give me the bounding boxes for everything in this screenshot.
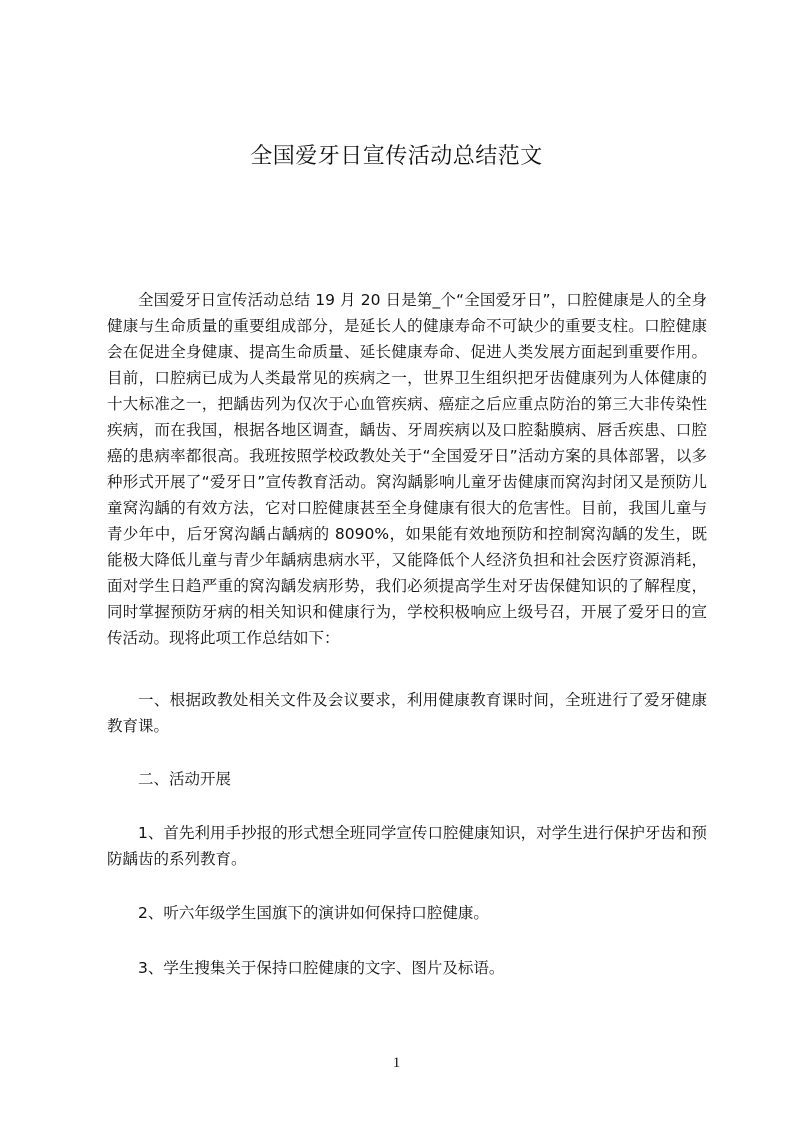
intro-paragraph: 全国爱牙日宣传活动总结 19 月 20 日是第_个“全国爱牙日”，口腔健康是人的全身健康与生命质量的重要组成部分，是延长人的健康寿命不可缺少的重要支柱。口腔健康会在促进全身健康、提高生命质量、延长健康寿命、促进人类发展方面起到重要作用。目前，口腔病已成为人类最常见的疾病之一，世界卫生组织把牙齿健康列为人体健康的十大标准之一，把龋齿列为仅次于心血管疾病、癌症之后应重点防治的第三大非传染性疾病，而在我国，根据各地区调查，龋齿、牙周疾病以及口腔黏膜病、唇舌疾患、口腔癌的患病率都很高。我班按照学校政教处关于“全国爱牙日”活动方案的具体部署，以多种形式开展了“爱牙日”宣传教育活动。窝沟龋影响儿童牙齿健康而窝沟封闭又是预防儿童窝沟龋的有效方法，它对口腔健康甚至全身健康有很大的危害性。目前，我国儿童与青少年中，后牙窝沟龋占龋病的 8090%，如果能有效地预防和控制窝沟龋的发生，既能极大降低儿童与青少年龋病患病水平，又能降低个人经济负担和社会医疗资源消耗，面对学生日趋严重的窝沟龋发病形势，我们必须提高学生对牙齿保健知识的了解程度，同时掌握预防牙病的相关知识和健康行为，学校积极响应上级号召，开展了爱牙日的宣传活动。现将此项工作总结如下： — [107, 291, 707, 647]
section-two-heading: 二、活动开展 — [138, 770, 232, 788]
list-item-two: 2、听六年级学生国旗下的演讲如何保持口腔健康。 — [138, 904, 489, 922]
document-title: 全国爱牙日宣传活动总结范文 — [250, 144, 543, 169]
list-item-three: 3、学生搜集关于保持口腔健康的文字、图片及标语。 — [138, 959, 505, 977]
list-item-one: 1、首先利用手抄报的形式想全班同学宣传口腔健康知识，对学生进行保护牙齿和预防龋齿的系列教育。 — [107, 824, 707, 868]
section-one-paragraph: 一、根据政教处相关文件及会议要求，利用健康教育课时间，全班进行了爱牙健康教育课。 — [107, 691, 707, 735]
page-number: 1 — [392, 1055, 401, 1071]
